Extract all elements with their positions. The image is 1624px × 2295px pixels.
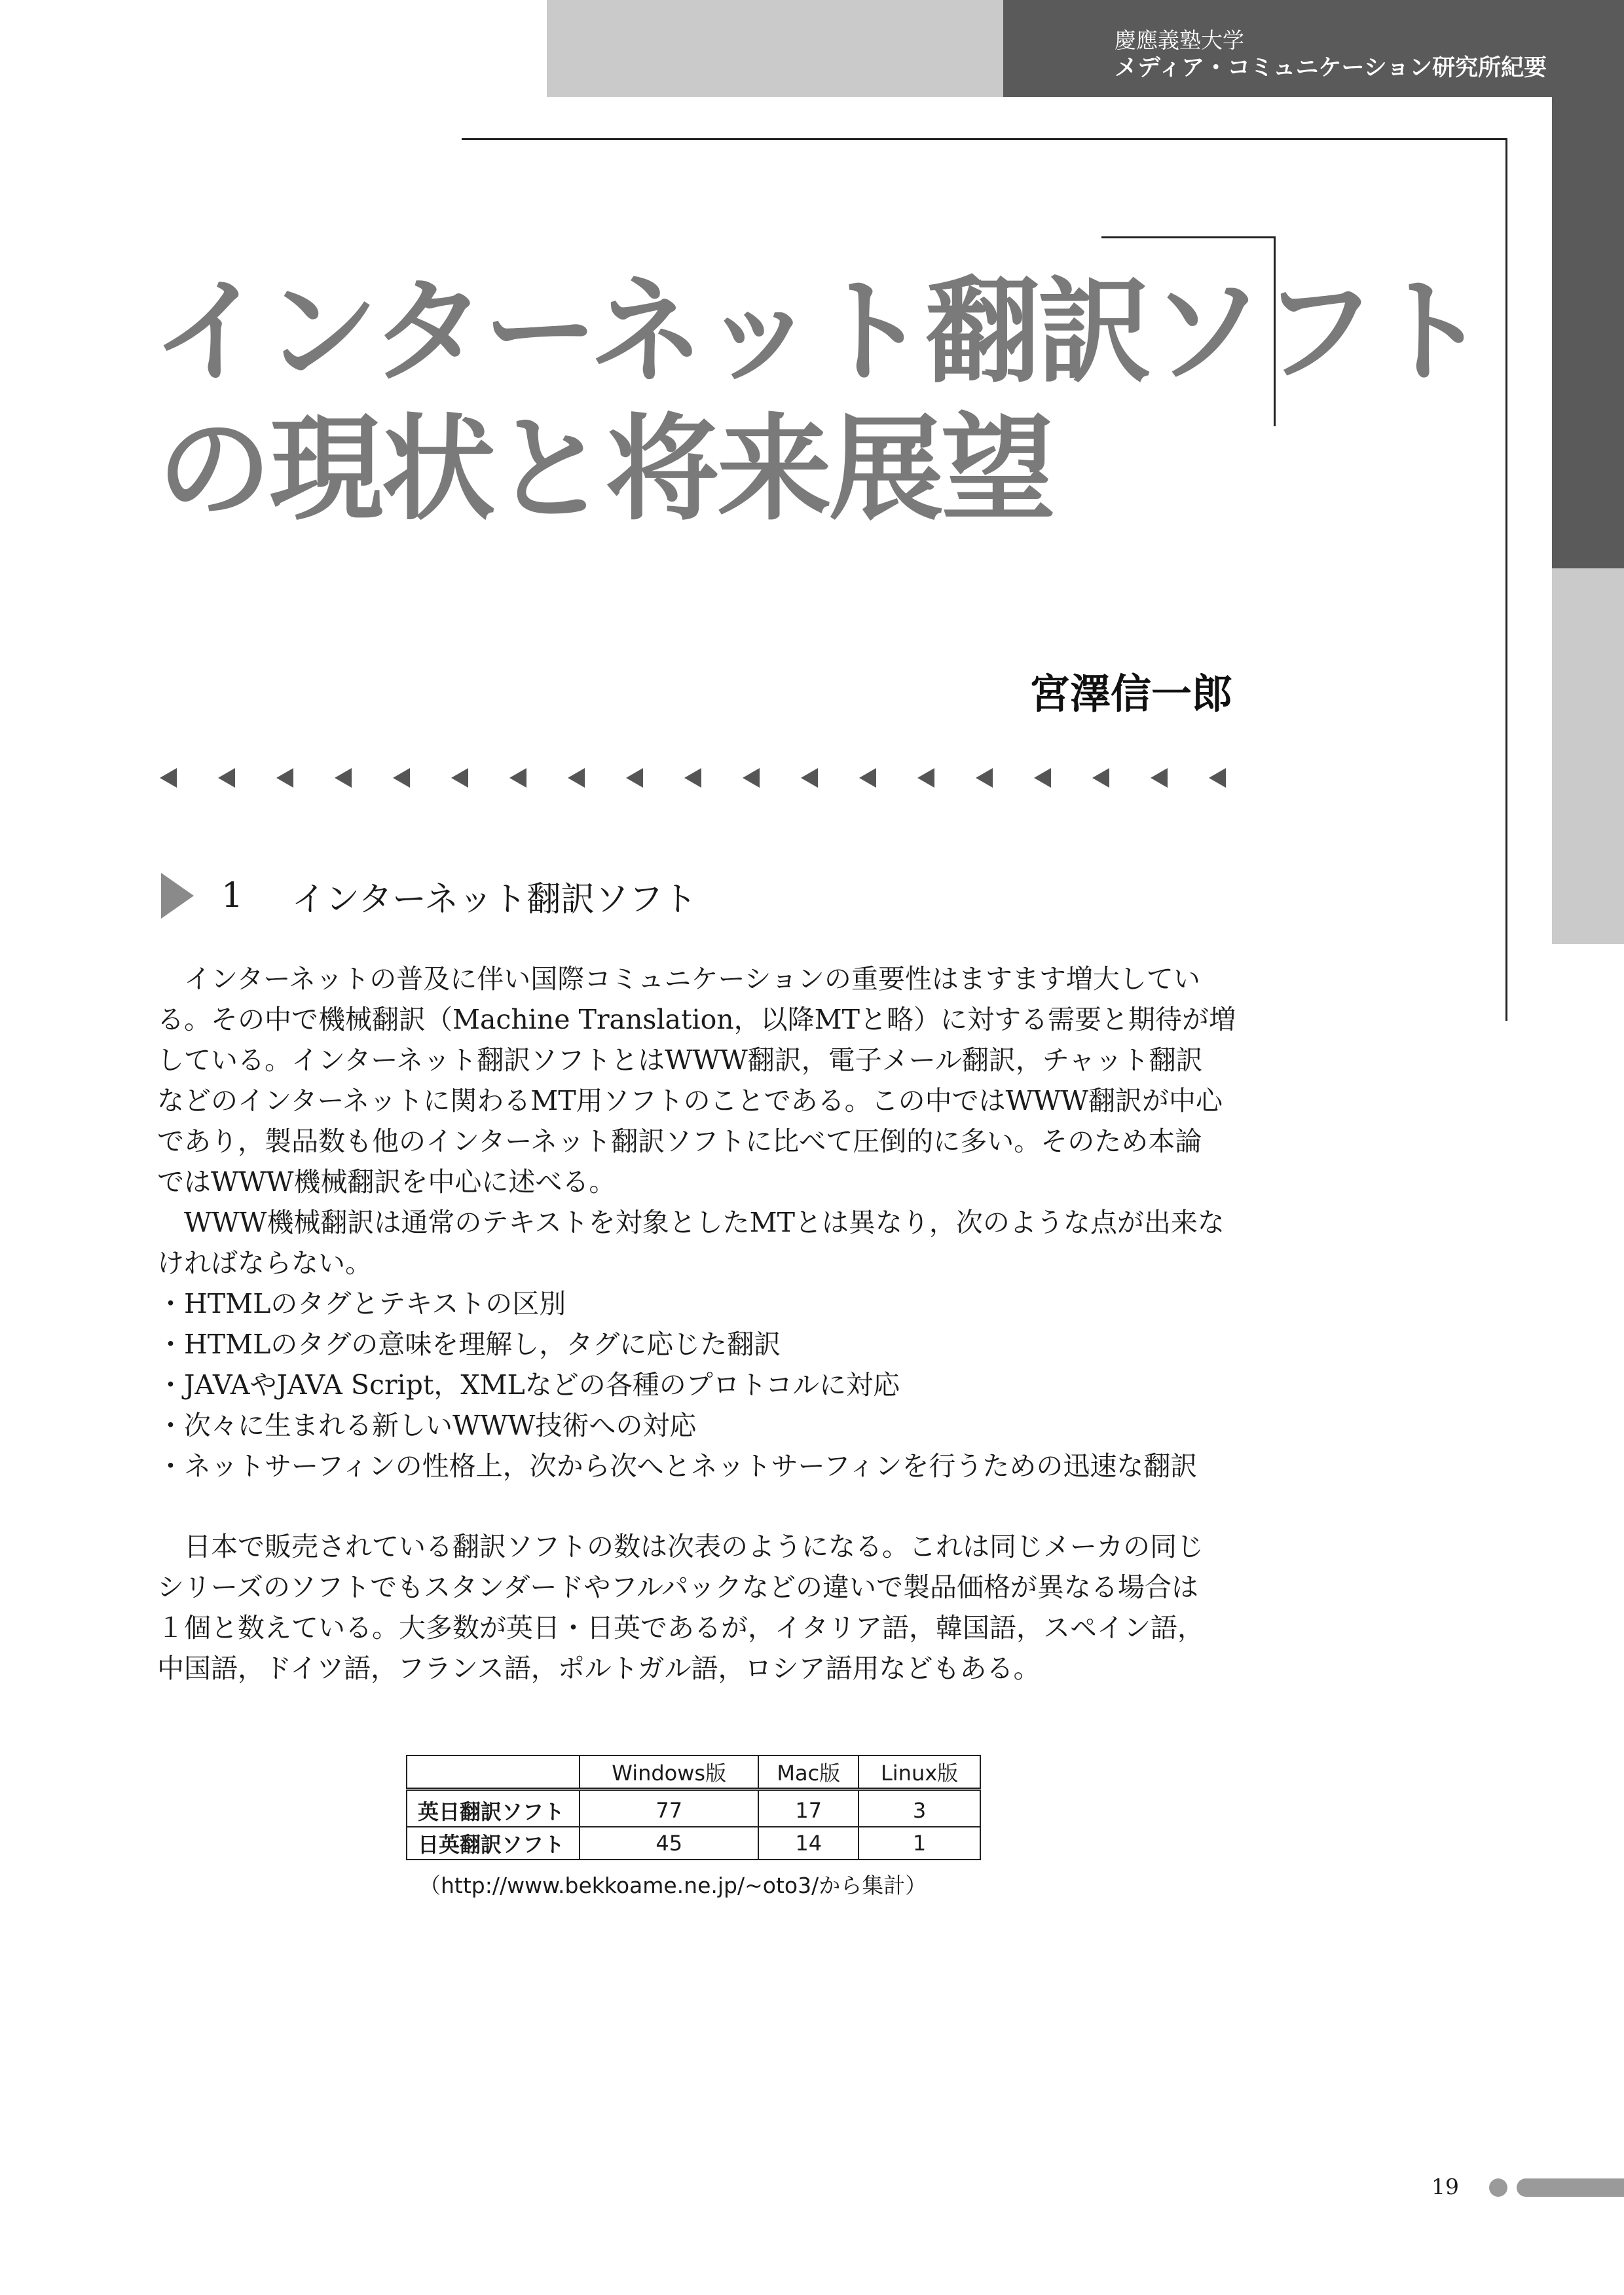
title-text-1: インターネット翻訳ソフト bbox=[152, 266, 1486, 399]
divider-triangle-icon bbox=[1034, 768, 1051, 788]
divider-triangle-icon bbox=[976, 768, 993, 788]
divider-triangle-icon bbox=[276, 768, 293, 788]
body-line: １個と数えている。大多数が英日・日英であるが，イタリア語，韓国語，スペイン語， bbox=[157, 1612, 1204, 1643]
body-line: WWW機械翻訳は通常のテキストを対象としたMTとは異なり，次のような点が出来な bbox=[157, 1207, 1225, 1238]
header-band-light bbox=[547, 0, 1003, 97]
table-header-row bbox=[407, 1755, 980, 1790]
table-cell: 17 bbox=[758, 1790, 858, 1827]
divider-triangle-icon bbox=[218, 768, 235, 788]
body-line: ければならない。 bbox=[157, 1247, 372, 1279]
bullet-item: ・次々に生まれる新しいWWW技術への対応 bbox=[157, 1410, 697, 1441]
table-cell: 77 bbox=[580, 1790, 758, 1827]
body-line: る。その中で機械翻訳（Machine Translation，以降MTと略）に対する需要と期待が増 bbox=[157, 1004, 1236, 1035]
body-line: シリーズのソフトでもスタンダードやフルパックなどの違いで製品価格が異なる場合は bbox=[157, 1571, 1198, 1603]
table-row bbox=[407, 1790, 980, 1827]
journal-header bbox=[1003, 0, 1624, 97]
side-tab-light bbox=[1552, 568, 1624, 944]
table-cell: 1 bbox=[858, 1827, 980, 1860]
table-corner-cell bbox=[407, 1755, 580, 1790]
bullet-item: ・HTMLのタグの意味を理解し，タグに応じた翻訳 bbox=[157, 1329, 781, 1360]
section-triangle-icon bbox=[161, 873, 194, 919]
section-title: インターネット翻訳ソフト bbox=[291, 879, 697, 919]
body-line: ではWWW機械翻訳を中心に述べる。 bbox=[157, 1166, 616, 1198]
divider-triangle-icon bbox=[393, 768, 410, 788]
side-tab-dark bbox=[1552, 97, 1624, 568]
author-name: 宮澤信一郎 bbox=[1029, 670, 1232, 718]
body-line: 中国語，ドイツ語，フランス語，ポルトガル語，ロシア語用などもある。 bbox=[157, 1653, 1041, 1684]
bullet-item: ・ネットサーフィンの性格上，次から次へとネットサーフィンを行うための迅速な翻訳 bbox=[157, 1450, 1198, 1482]
frame-right-rule bbox=[1505, 138, 1507, 1021]
body-line: であり，製品数も他のインターネット翻訳ソフトに比べて圧倒的に多い。そのため本論 bbox=[157, 1126, 1202, 1157]
divider-triangle-icon bbox=[1209, 768, 1226, 788]
translation-software-table bbox=[406, 1755, 981, 1860]
frame-top-rule bbox=[462, 138, 1507, 140]
title-text-2: の現状と将来展望 bbox=[157, 403, 1053, 536]
body-line: 日本で販売されている翻訳ソフトの数は次表のようになる。これは同じメーカの同じ bbox=[157, 1531, 1204, 1562]
triangle-divider bbox=[157, 762, 1231, 794]
divider-triangle-icon bbox=[743, 768, 760, 788]
bullet-item: ・HTMLのタグとテキストの区別 bbox=[157, 1288, 566, 1319]
table-source-note: （http://www.bekkoame.ne.jp/~oto3/から集計） bbox=[419, 1873, 927, 1898]
divider-triangle-icon bbox=[801, 768, 818, 788]
divider-triangle-icon bbox=[509, 768, 526, 788]
divider-triangle-icon bbox=[451, 768, 468, 788]
row-label: 日英翻訳ソフト bbox=[407, 1827, 580, 1860]
article-title-line-2 bbox=[157, 403, 1053, 536]
table-cell: 14 bbox=[758, 1827, 858, 1860]
table-row bbox=[407, 1827, 980, 1860]
journal-university: 慶應義塾大学 bbox=[1115, 28, 1244, 53]
body-line: などのインターネットに関わるMT用ソフトのことである。この中ではWWW翻訳が中心 bbox=[157, 1085, 1223, 1116]
footer-bar bbox=[1517, 2178, 1624, 2197]
divider-triangle-icon bbox=[684, 768, 701, 788]
row-label: 英日翻訳ソフト bbox=[407, 1790, 580, 1827]
section-heading bbox=[161, 873, 697, 919]
table-cell: 45 bbox=[580, 1827, 758, 1860]
divider-triangle-icon bbox=[1092, 768, 1109, 788]
table-cell: 3 bbox=[858, 1790, 980, 1827]
divider-triangle-icon bbox=[160, 768, 177, 788]
divider-triangle-icon bbox=[626, 768, 643, 788]
column-header: Mac版 bbox=[758, 1755, 858, 1790]
divider-triangle-icon bbox=[1151, 768, 1168, 788]
column-header: Linux版 bbox=[858, 1755, 980, 1790]
column-header: Windows版 bbox=[580, 1755, 758, 1790]
divider-triangle-icon bbox=[335, 768, 352, 788]
divider-triangle-icon bbox=[859, 768, 876, 788]
divider-triangle-icon bbox=[917, 768, 934, 788]
journal-name: メディア・コミュニケーション研究所紀要 bbox=[1115, 55, 1547, 81]
body-line: インターネットの普及に伴い国際コミュニケーションの重要性はますます増大してい bbox=[157, 963, 1200, 995]
page-number: 19 bbox=[1431, 2174, 1459, 2199]
divider-triangle-icon bbox=[568, 768, 585, 788]
article-title-line-1 bbox=[152, 266, 1486, 399]
bullet-item: ・JAVAやJAVA Script，XMLなどの各種のプロトコルに対応 bbox=[157, 1369, 900, 1401]
body-line: している。インターネット翻訳ソフトとはWWW翻訳，電子メール翻訳，チャット翻訳 bbox=[157, 1044, 1203, 1076]
title-bracket-top bbox=[1101, 236, 1275, 238]
section-number: 1 bbox=[221, 876, 244, 915]
footer-dot bbox=[1489, 2178, 1507, 2197]
